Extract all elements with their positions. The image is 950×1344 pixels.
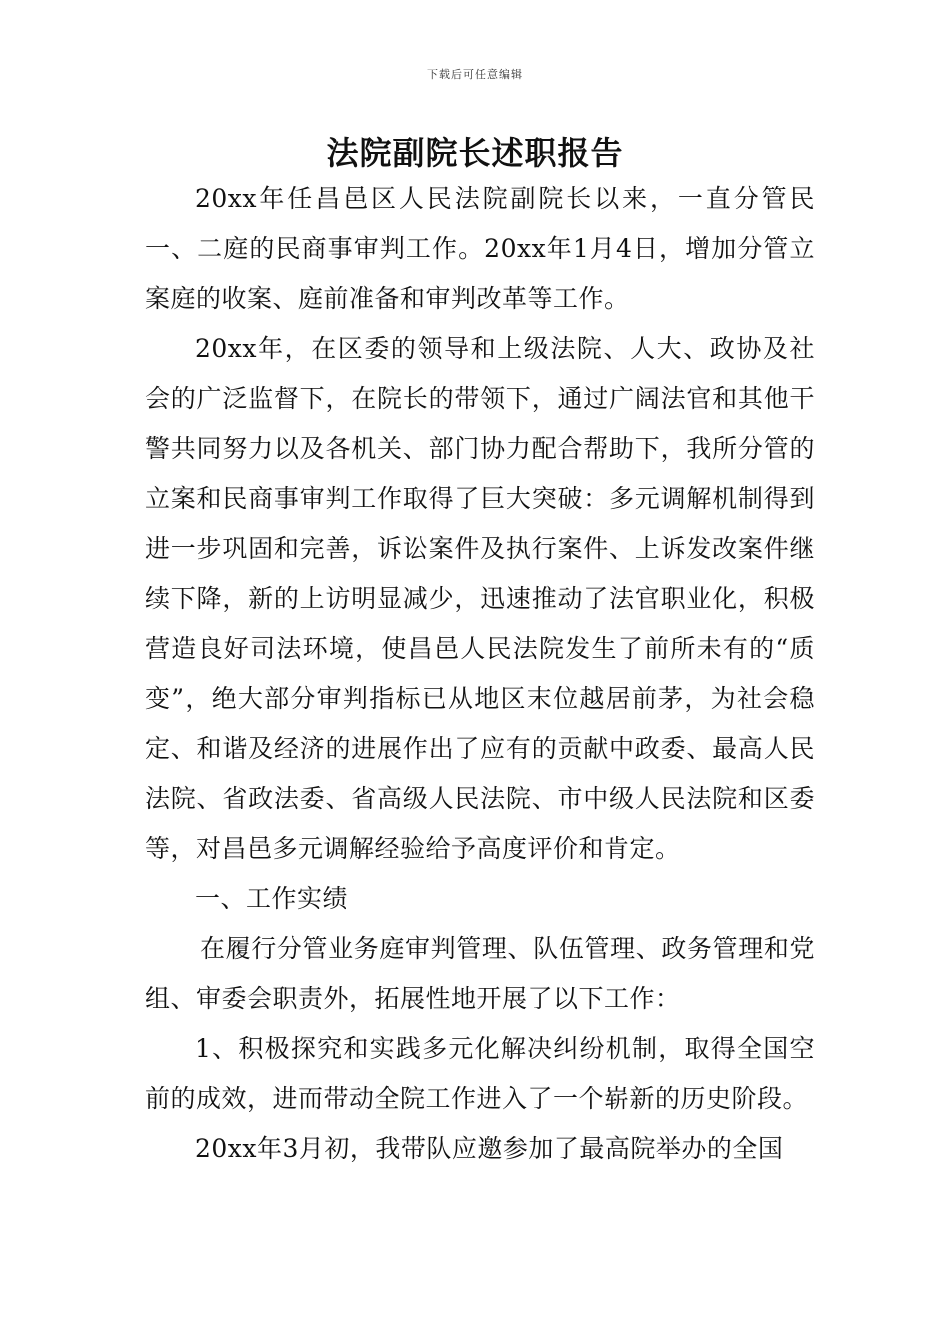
paragraph-achievements-summary: 20xx年，在区委的领导和上级法院、人大、政协及社会的广泛监督下，在院长的带领下，通过广阔法官和其他干警共同努力以及各机关、部门协力配合帮助下，我所分管的立案和民商事审判工作取得了巨大突破：多元调解机制得到进一步巩固和完善，诉讼案件及执行案件、上诉发改案件继续下降，新的上访明显减少，迅速推动了法官职业化，积极营造良好司法环境，使昌邑人民法院发生了前所未有的“质变”，绝大部分审判指标已从地区末位越居前茅，为社会稳定、和谐及经济的进展作出了应有的贡献中政委、最高人民法院、省政法委、省高级人民法院、市中级人民法院和区委等，对昌邑多元调解经验给予高度评价和肯定。 [145,334,815,863]
paragraph-duties: 在履行分管业务庭审判管理、队伍管理、政务管理和党组、审委会职责外，拓展性地开展了以下工作： [145,934,815,1013]
section-heading-work-results: 一、工作实绩 [195,884,349,913]
document-body [145,174,815,1174]
page-title: 法院副院长述职报告 [326,134,624,172]
header-note: 下载后可任意编辑 [427,68,523,81]
paragraph-item-1: 1、积极探究和实践多元化解决纠纷机制，取得全国空前的成效，进而带动全院工作进入了一个崭新的历史阶段。 [145,1034,815,1113]
paragraph-march: 20xx年3月初，我带队应邀参加了最高院举办的全国 [195,1134,784,1163]
paragraph-intro: 20xx年任昌邑区人民法院副院长以来，一直分管民一、二庭的民商事审判工作。20xx年1月4日，增加分管立案庭的收案、庭前准备和审判改革等工作。 [145,184,815,313]
